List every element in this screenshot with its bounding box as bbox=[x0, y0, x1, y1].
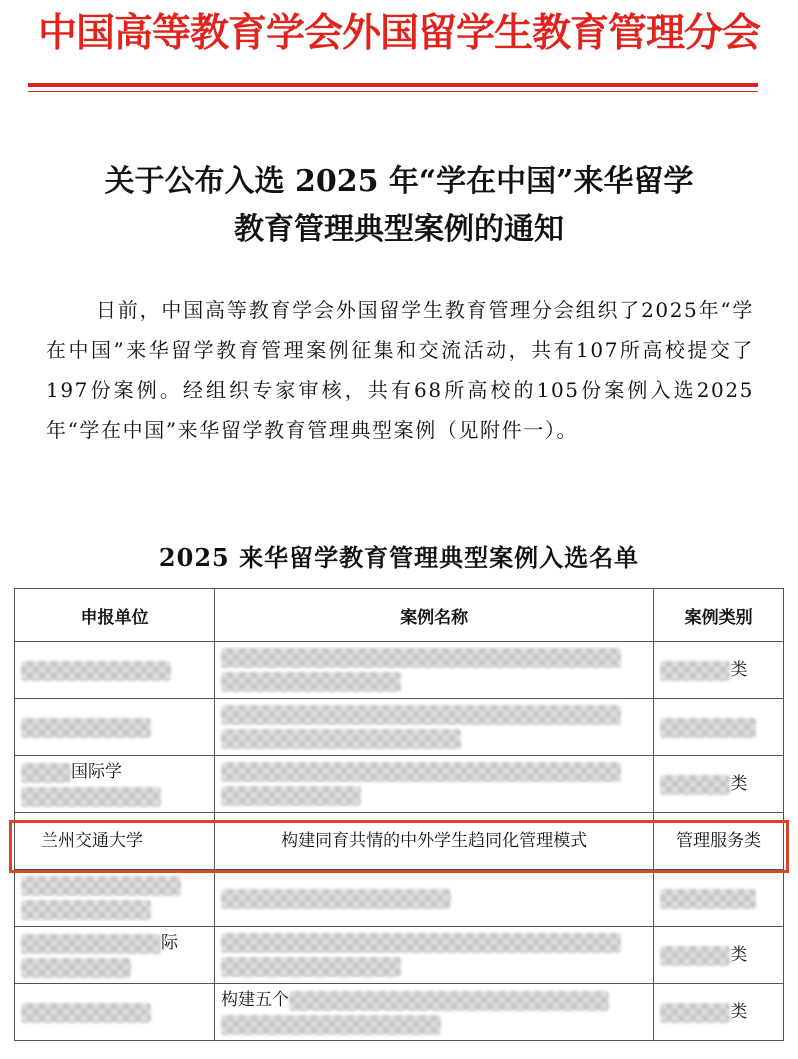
table-row bbox=[15, 984, 784, 1041]
cell-category-redacted bbox=[654, 870, 784, 927]
table-row bbox=[15, 642, 784, 699]
header-rule-thick bbox=[28, 83, 758, 87]
cell-name bbox=[215, 984, 654, 1041]
header-name: 案例名称 bbox=[215, 589, 654, 642]
header-rule-thin bbox=[28, 91, 758, 92]
unit-fragment: 际 bbox=[161, 933, 178, 953]
redaction bbox=[660, 661, 730, 681]
redaction bbox=[660, 775, 730, 795]
table-header-row bbox=[15, 589, 784, 642]
redaction bbox=[21, 718, 151, 738]
notice-title-line2: 教育管理典型案例的通知 bbox=[234, 212, 564, 247]
table-row bbox=[15, 870, 784, 927]
redaction bbox=[21, 934, 161, 954]
name-fragment: 构建五个 bbox=[221, 990, 290, 1010]
redaction bbox=[221, 729, 461, 749]
redaction bbox=[21, 876, 181, 896]
cell-unit-redacted bbox=[15, 870, 215, 927]
redaction bbox=[21, 958, 131, 978]
notice-body: 日前，中国高等教育学会外国留学生教育管理分会组织了2025年“学在中国”来华留学教育管理案例征集和交流活动，共有107所高校提交了197份案例。经组织专家审核，共有68所高校的105份案例入选2025年“学在中国”来华留学教育管理典型案例（见附件一）。 bbox=[46, 298, 754, 442]
redaction bbox=[221, 933, 621, 953]
redaction bbox=[221, 672, 401, 692]
redaction bbox=[21, 787, 161, 807]
redaction bbox=[21, 1003, 151, 1023]
cell-name-redacted bbox=[215, 642, 654, 699]
table-row bbox=[15, 756, 784, 813]
list-title: 2025 来华留学教育管理典型案例入选名单 bbox=[158, 543, 640, 572]
redaction bbox=[221, 705, 621, 725]
table-row bbox=[15, 927, 784, 984]
redaction bbox=[21, 763, 71, 783]
redaction bbox=[21, 900, 151, 920]
cell-category bbox=[654, 756, 784, 813]
cell-name-redacted bbox=[215, 699, 654, 756]
cell-name-redacted bbox=[215, 870, 654, 927]
category-suffix: 类 bbox=[730, 660, 748, 680]
redaction bbox=[221, 889, 451, 909]
redaction bbox=[221, 1015, 441, 1035]
cell-name-redacted bbox=[215, 756, 654, 813]
redaction bbox=[221, 786, 361, 806]
cell-category bbox=[654, 984, 784, 1041]
cell-category bbox=[654, 927, 784, 984]
table-row-highlighted bbox=[15, 813, 784, 870]
cell-category bbox=[654, 642, 784, 699]
table-row bbox=[15, 699, 784, 756]
redaction bbox=[21, 661, 171, 681]
header-unit: 申报单位 bbox=[15, 589, 215, 642]
cell-unit-redacted bbox=[15, 699, 215, 756]
cell-name-redacted bbox=[215, 927, 654, 984]
redaction bbox=[660, 889, 756, 909]
unit-fragment: 国际学 bbox=[71, 762, 122, 782]
cell-category: 管理服务类 bbox=[654, 813, 784, 870]
cell-name: 构建同育共情的中外学生趋同化管理模式 bbox=[215, 813, 654, 870]
redaction bbox=[660, 946, 730, 966]
cell-unit bbox=[15, 927, 215, 984]
redaction bbox=[289, 991, 609, 1011]
header-category: 案例类别 bbox=[654, 589, 784, 642]
cell-unit bbox=[15, 756, 215, 813]
cell-unit-redacted bbox=[15, 984, 215, 1041]
cell-unit: 兰州交通大学 bbox=[15, 813, 215, 870]
redaction bbox=[221, 648, 621, 668]
cell-category-redacted bbox=[654, 699, 784, 756]
notice-title bbox=[0, 158, 798, 254]
category-suffix: 类 bbox=[730, 945, 748, 965]
redaction bbox=[660, 718, 756, 738]
category-suffix: 类 bbox=[730, 1002, 748, 1022]
organization-header: 中国高等教育学会外国留学生教育管理分会 bbox=[37, 11, 760, 56]
notice-title-line1: 关于公布入选 2025 年“学在中国”来华留学 bbox=[104, 164, 694, 199]
cell-unit-redacted bbox=[15, 642, 215, 699]
category-suffix: 类 bbox=[730, 774, 748, 794]
redaction bbox=[221, 957, 401, 977]
cases-table bbox=[14, 588, 784, 1041]
redaction bbox=[221, 762, 621, 782]
redaction bbox=[660, 1003, 730, 1023]
